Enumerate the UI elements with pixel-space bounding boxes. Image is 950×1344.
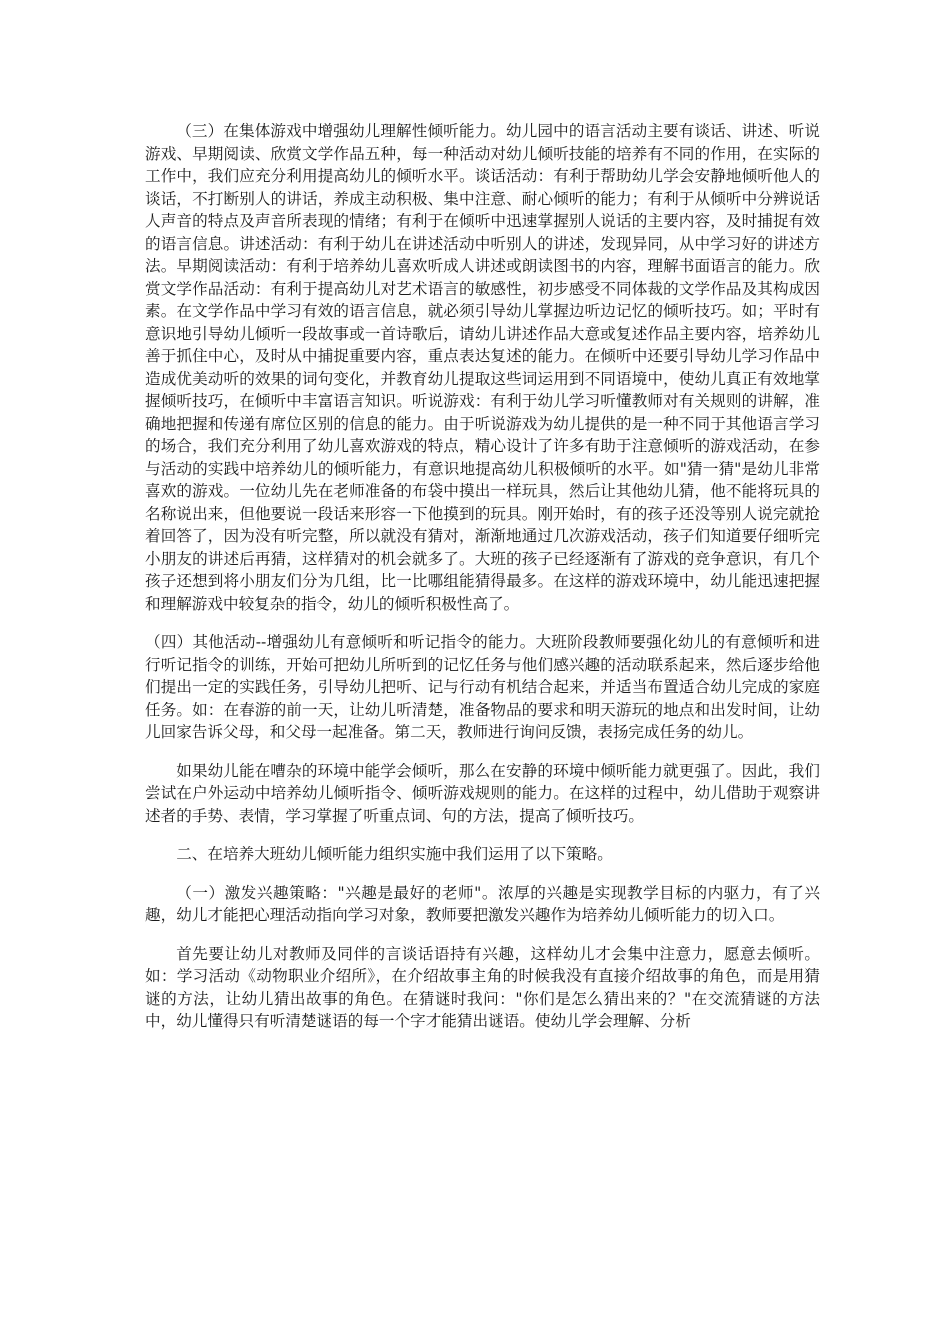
document-page [145, 120, 820, 1049]
paragraph-noisy-environment: 如果幼儿能在嘈杂的环境中能学会倾听，那么在安静的环境中倾听能力就更强了。因此，我们尝试在户外运动中培养幼儿倾听指令、倾听游戏规则的能力。在这样的过程中，幼儿借助于观察讲述者的手势、表情，学习掌握了听重点词、句的方法，提高了倾听技巧。 [145, 761, 820, 825]
paragraph-strategy-interest: （一）激发兴趣策略："兴趣是最好的老师"。浓厚的兴趣是实现教学目标的内驱力，有了兴趣，幼儿才能把心理活动指向学习对象，教师要把激发兴趣作为培养幼儿倾听能力的切入口。 [145, 883, 820, 924]
paragraph-section-4: （四）其他活动--增强幼儿有意倾听和听记指令的能力。大班阶段教师要强化幼儿的有意倾听和进行听记指令的训练，开始可把幼儿所听到的记忆任务与他们感兴趣的活动联系起来，然后逐步给他们提出一定的实践任务，引导幼儿把听、记与行动有机结合起来，并适当布置适合幼儿完成的家庭任务。如：在春游的前一天，让幼儿听清楚，准备物品的要求和明天游玩的地点和出发时间，让幼儿回家告诉父母，和父母一起准备。第二天，教师进行询问反馈，表扬完成任务的幼儿。 [145, 633, 820, 741]
paragraph-first-interest: 首先要让幼儿对教师及同伴的言谈话语持有兴趣，这样幼儿才会集中注意力，愿意去倾听。如：学习活动《动物职业介绍所》，在介绍故事主角的时候我没有直接介绍故事的角色，而是用猜谜的方法，让幼儿猜出故事的角色。在猜谜时我问："你们是怎么猜出来的？"在交流猜谜的方法中，幼儿懂得只有听清楚谜语的每一个字才能猜出谜语。使幼儿学会理解、分析 [145, 944, 820, 1030]
paragraph-heading-strategies: 二、在培养大班幼儿倾听能力组织实施中我们运用了以下策略。 [176, 845, 613, 863]
paragraph-section-3: （三）在集体游戏中增强幼儿理解性倾听能力。幼儿园中的语言活动主要有谈话、讲述、听说游戏、早期阅读、欣赏文学作品五种，每一种活动对幼儿倾听技能的培养有不同的作用，在实际的工作中，我们应充分利用提高幼儿的倾听水平。谈话活动：有利于帮助幼儿学会安静地倾听他人的谈话，不打断别人的讲话，养成主动积极、集中注意、耐心倾听的能力；有利于从倾听中分辨说话人声音的特点及声音所表现的情绪；有利于在倾听中迅速掌握别人说话的主要内容，及时捕捉有效的语言信息。讲述活动：有利于幼儿在讲述活动中听别人的讲述，发现异同，从中学习好的讲述方法。早期阅读活动：有利于培养幼儿喜欢听成人讲述或朗读图书的内容，理解书面语言的能力。欣赏文学作品活动：有利于提高幼儿对艺术语言的敏感性，初步感受不同体裁的文学作品及其构成因素。在文学作品中学习有效的语言信息，就必须引导幼儿掌握边听边记忆的倾听技巧。如；平时有意识地引导幼儿倾听一段故事或一首诗歌后，请幼儿讲述作品大意或复述作品主要内容，培养幼儿善于抓住中心，及时从中捕捉重要内容，重点表达复述的能力。在倾听中还要引导幼儿学习作品中造成优美动听的效果的词句变化，并教育幼儿提取这些词运用到不同语境中，使幼儿真正有效地掌握倾听技巧，在倾听中丰富语言知识。听说游戏：有利于幼儿学习听懂教师对有关规则的讲解，准确地把握和传递有席位区别的信息的能力。由于听说游戏为幼儿提供的是一种不同于其他语言学习的场合，我们充分利用了幼儿喜欢游戏的特点，精心设计了许多有助于注意倾听的游戏活动，在参与活动的实践中培养幼儿的倾听能力，有意识地提高幼儿积极倾听的水平。如"猜一猜"是幼儿非常喜欢的游戏。一位幼儿先在老师准备的布袋中摸出一样玩具，然后让其他幼儿猜，他不能将玩具的名称说出来，但他要说一段话来形容一下他摸到的玩具。刚开始时，有的孩子还没等别人说完就抢着回答了，因为没有听完整，所以就没有猜对，渐渐地通过几次游戏活动，孩子们知道要仔细听完小朋友的讲述后再猜，这样猜对的机会就多了。大班的孩子已经逐渐有了游戏的竞争意识，有几个孩子还想到将小朋友们分为几组，比一比哪组能猜得最多。在这样的游戏环境中，幼儿能迅速把握和理解游戏中较复杂的指令，幼儿的倾听积极性高了。 [145, 122, 820, 613]
